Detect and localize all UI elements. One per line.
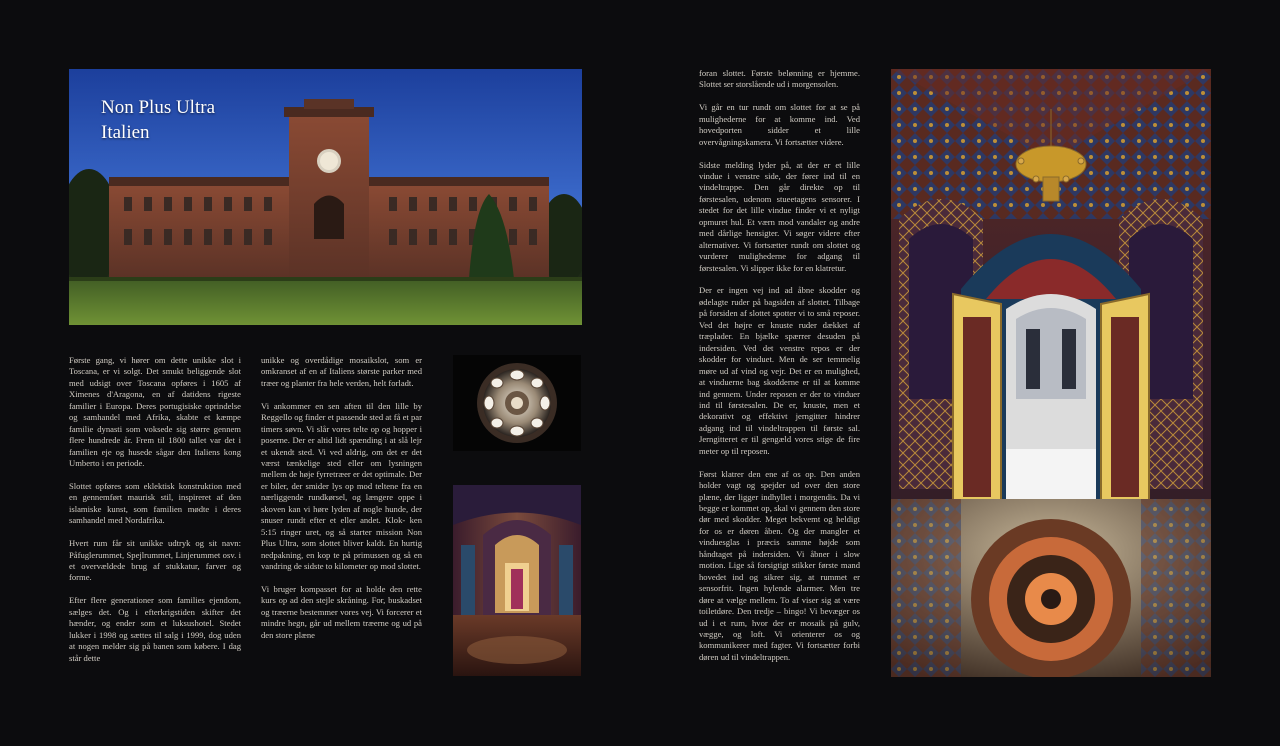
paragraph: Slottet opføres som eklektisk konstruktion med en gennemført maurisk stil, inspireret af den islamiske kunst, som familien mødte i deres samhandel med Nordafrika. <box>69 480 241 526</box>
castle-exterior-photo <box>69 69 582 325</box>
paragraph: Første gang, vi hører om dette unikke slot i Toscana, er vi solgt. Det smukt beliggende slot med udsigt over Toscana opføres i 1605 af Ximenes d'Aragona, en af datidens rigeste familier i Europa. Deres portugisiske oprindelse og samhandel med Afrika, skabte et kæmpe familie dynasti som voksede sig større gennem flere hundrede år. Frem til 1800 tallet var det i familien eje og husede sågar den Italiens kong Umberto i en periode. <box>69 355 241 469</box>
paragraph: Der er ingen vej ind ad åbne skodder og ødelagte ruder på bagsiden af slottet. Tilbage på forsiden af slottet spotter vi to små reposer. Ved det højre er knuste ruder dækket af træplader. En bjælke spærrer desuden på indersiden. Ved det venstre repos er der skodder for vinduet. Men de ser temmelig møre ud af vind og vejr. Det er en mulighed, at vinduerne bag skodderne er til at komme ind gennem. Under reposen er der to vinduer ind til førstesalen. De er, knuste, men et dekorativt og effektivt jerngitter hindrer adgang ind til vindeltrappen til første sal. Jerngitteret er til gengæld vores stige de fire meter op til reposen. <box>699 285 860 456</box>
left-column-1 <box>69 355 241 664</box>
moorish-hall-photo <box>453 485 581 676</box>
paragraph: foran slottet. Første belønning er hjemme. Slottet ser storslående ud i morgensolen. <box>699 68 860 90</box>
paragraph: Først klatrer den ene af os op. Den anden holder vagt og spejder ud over den store plæne, der ligger indhyllet i morgendis. Da vi begge er kommet op, skal vi gennem den store dør med skodder. Meget bekvemt og heldigt for os er døren åben. Og der mangler et vinduesglas i præcis samme højde som håndtaget på indersiden. Vi åbner i slow motion. Lige så forsigtigt stikker første mand hovedet ind og sikrer sig, at rummet er sensorfrit. Ingen hylende alarmer. Men tre døre at vælge mellem. To af viser sig at være toiletdøre. Den tredje – bingo! Vi bevæger os ud i et rum, hvor der er mosaik på gulv, vægge, og loft. Vi orienterer os og kommunikerer med fagter. Vi fortsætter forbi døren ud til vindeltrappen. <box>699 468 860 662</box>
moorish-doorway-photo <box>891 69 1211 677</box>
hall-image <box>453 485 581 676</box>
paragraph: Efter flere generationer som families ejendom, sælges det. Og i efterkrigstiden skifter det hænder, og ender som et luksushotel. Stedet lukker i 1998 og sættes til salg i 1999, dog uden at nogen melder sig på banen som købere. I dag står dette <box>69 595 241 663</box>
paragraph: Hvert rum får sit unikke udtryk og sit navn: Påfuglerummet, Spejlrummet, Linjerummet osv. i et overvældede brug af stukkatur, farver og forme. <box>69 538 241 583</box>
title-line-1: Non Plus Ultra <box>101 97 215 118</box>
paragraph: unikke og overdådige mosaikslot, som er omkranset af en af Italiens største parker med træer og planter fra hele verden, helt forladt. <box>261 355 422 388</box>
ceiling-dome-photo <box>453 355 581 451</box>
paragraph: Vi går en tur rundt om slottet for at se på mulighederne for at komme ind. Ved hovedporten sidder et lille overvågningskamera. Vi fortsætter videre. <box>699 102 860 147</box>
paragraph: Vi bruger kompasset for at holde den rette kurs op ad den stejle skråning. For, buskadset og træerne bestemmer vores vej. Vi forcerer et mindre hegn, går ud mellem træerne og ud på den store plæne <box>261 583 422 640</box>
right-column <box>699 68 860 663</box>
paragraph: Vi ankommer en sen aften til den lille by Reggello og finder et passende sted at få et par timers søvn. Vi slår vores telte op og hopper i poserne. Der er altid lidt spænding i at slå lejr et ukendt sted. Vi ved aldrig, om det er det værst tænkelige sted eller om lysningen mellem de høje fyrretræer er det optimale. Der er biler, der smider lys op mod teltene fra en nærliggende rundkørsel, og længere oppe i skoven kan vi høre lyden af nogle hunde, der snuser rundt efter et eller andet. Klok- ken 5:15 ringer uret, og så starter mission Non Plus Ultra, som slottet bliver kaldt. En hurtig nedpakning, en kop te på primussen og så en vandring de sidste to kilometer op mod slottet. <box>261 400 422 572</box>
article-title <box>101 95 215 145</box>
paragraph: Sidste melding lyder på, at der er et lille vindue i venstre side, der fører ind til en vindeltrappe. Den går direkte op til førstesalen, udenom stueetagens sensorer. I stedet for det lille vindue finder vi et nyligt opmuret hul. Et værn mod vandaler og andre med dårlige hensigter. Vi søger videre efter alternativer. Vi fortsætter rundt om slottet og vurderer mulighederne for adgang til førstesalen. Vi slipper ikke for en klatretur. <box>699 159 860 273</box>
left-column-2 <box>261 355 422 641</box>
title-line-2: Italien <box>101 122 150 143</box>
dome-image <box>453 355 581 451</box>
doorway-image <box>891 69 1211 677</box>
